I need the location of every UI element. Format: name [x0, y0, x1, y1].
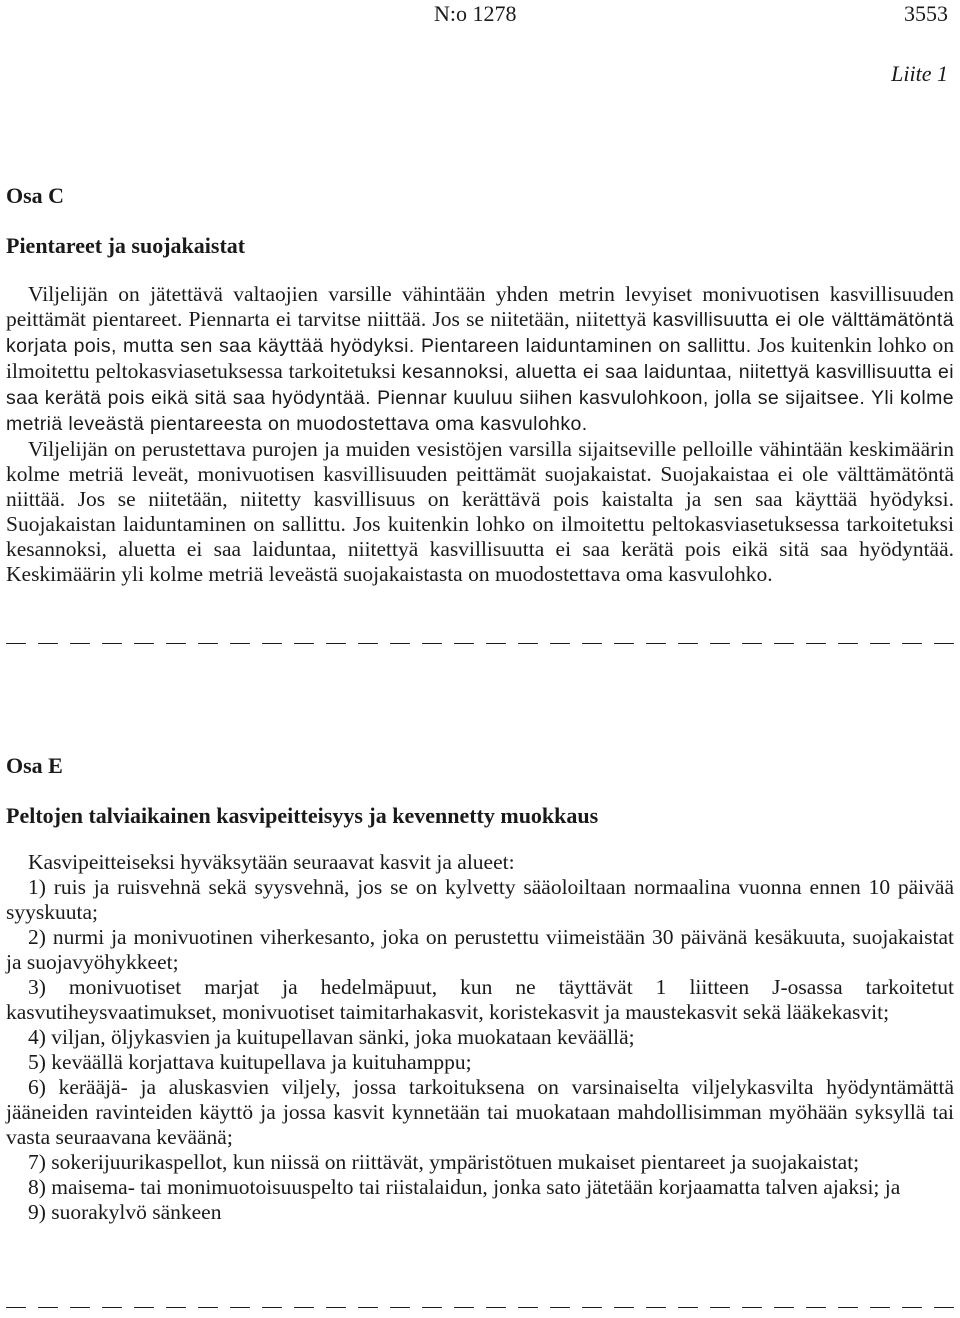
section-c-paragraph-1	[6, 282, 954, 437]
paragraph-1-part-c: Jos kuitenkin lohko on ilmoitettu peltokasviasetuksessa tarkoitetuksi	[6, 333, 954, 383]
document-number: N:o 1278	[434, 1, 517, 26]
section-separator-dashes	[6, 638, 954, 648]
list-item: 7) sokerijuurikaspellot, kun niissä on riittävät, ympäristötuen mukaiset pientareet ja suojakaistat;	[28, 1150, 860, 1174]
list-item: 9) suorakylvö sänkeen	[28, 1200, 222, 1224]
appendix-label: Liite 1	[891, 61, 948, 86]
paragraph-1-part-d: kesannoksi, aluetta ei saa laiduntaa, niitettyä kasvillisuutta ei saa kerätä pois eikä sitä saa hyödyntää. Piennar kuuluu siihen kasvulohkoon, jolla se sijaitsee. Yli kolme metriä leveästä pientareesta on muodostettava oma kasvulohko.	[6, 361, 954, 435]
paragraph-1-part-a: Viljelijän on jätettävä valtaojien varsille vähintään yhden metrin levyiset monivuotisen kasvillisuuden peittämät pientareet. Piennarta ei tarvitse niittää. Jos se niitetään, niitettyä	[6, 282, 954, 331]
section-e-title: Peltojen talviaikainen kasvipeitteisyys ja kevennetty muokkaus	[6, 803, 599, 828]
list-item: 3) monivuotiset marjat ja hedelmäpuut, kun ne täyttävät 1 liitteen J-osassa tarkoitetut kasvutiheysvaatimukset, monivuotiset taimitarhakasvit, koristekasvit ja maustekasvit sekä lääkekasvit;	[6, 975, 954, 1024]
section-e-heading: Osa E	[6, 753, 63, 778]
list-item: 4) viljan, öljykasvien ja kuitupellavan sänki, joka muokataan keväällä;	[28, 1025, 635, 1049]
list-item: 2) nurmi ja monivuotinen viherkesanto, joka on perustettu viimeistään 30 päivänä kesäkuuta, suojakaistat ja suojavyöhykkeet;	[6, 925, 954, 974]
section-c-title: Pientareet ja suojakaistat	[6, 233, 246, 258]
list-item: 1) ruis ja ruisvehnä sekä syysvehnä, jos se on kylvetty sääoloiltaan normaalina vuonna ennen 10 päivää syyskuuta;	[6, 875, 954, 924]
page-number: 3553	[904, 1, 948, 26]
section-e-intro: Kasvipeitteiseksi hyväksytään seuraavat kasvit ja alueet:	[28, 850, 515, 874]
section-e-body	[6, 850, 954, 1225]
list-item: 6) kerääjä- ja aluskasvien viljely, jossa tarkoituksena on varsinaiselta viljelykasvilta hyödyntämättä jääneiden ravinteiden käyttö ja jossa kasvit kynnetään tai muokataan mahdollisimman myöhään syksyllä tai vasta seuraavana keväänä;	[6, 1075, 954, 1149]
section-c-paragraph-2: Viljelijän on perustettava purojen ja muiden vesistöjen varsilla sijaitseville pelloille vähintään keskimäärin kolme metriä leveät, monivuotisen kasvillisuuden peittämät suojakaistat. Suojakaistaa ei ole välttämätöntä niittää. Jos se niitetään, niitetty kasvillisuus on kerättävä pois kaistalta ja sen saa käyttää hyödyksi. Suojakaistan laiduntaminen on sallittu. Jos kuitenkin lohko on ilmoitettu peltokasviasetuksessa tarkoitetuksi kesannoksi, aluetta ei saa laiduntaa, niitettyä kasvillisuutta ei saa kerätä pois eikä sitä saa hyödyntää. Keskimäärin yli kolme metriä leveästä suojakaistasta on muodostettava oma kasvulohko.	[6, 437, 954, 586]
section-c-body	[6, 282, 954, 587]
paragraph-1-part-b: kasvillisuutta ei ole välttämätöntä korjata pois, mutta sen saa käyttää hyödyksi. Pientareen laiduntaminen on sallittu.	[6, 309, 954, 357]
bottom-separator-dashes	[6, 1302, 954, 1312]
list-item: 8) maisema- tai monimuotoisuuspelto tai riistalaidun, jonka sato jätetään korjaamatta talven ajaksi; ja	[28, 1175, 901, 1199]
section-c-heading: Osa C	[6, 183, 65, 208]
page-header	[6, 0, 954, 30]
list-item: 5) keväällä korjattava kuitupellava ja kuituhamppu;	[28, 1050, 472, 1074]
